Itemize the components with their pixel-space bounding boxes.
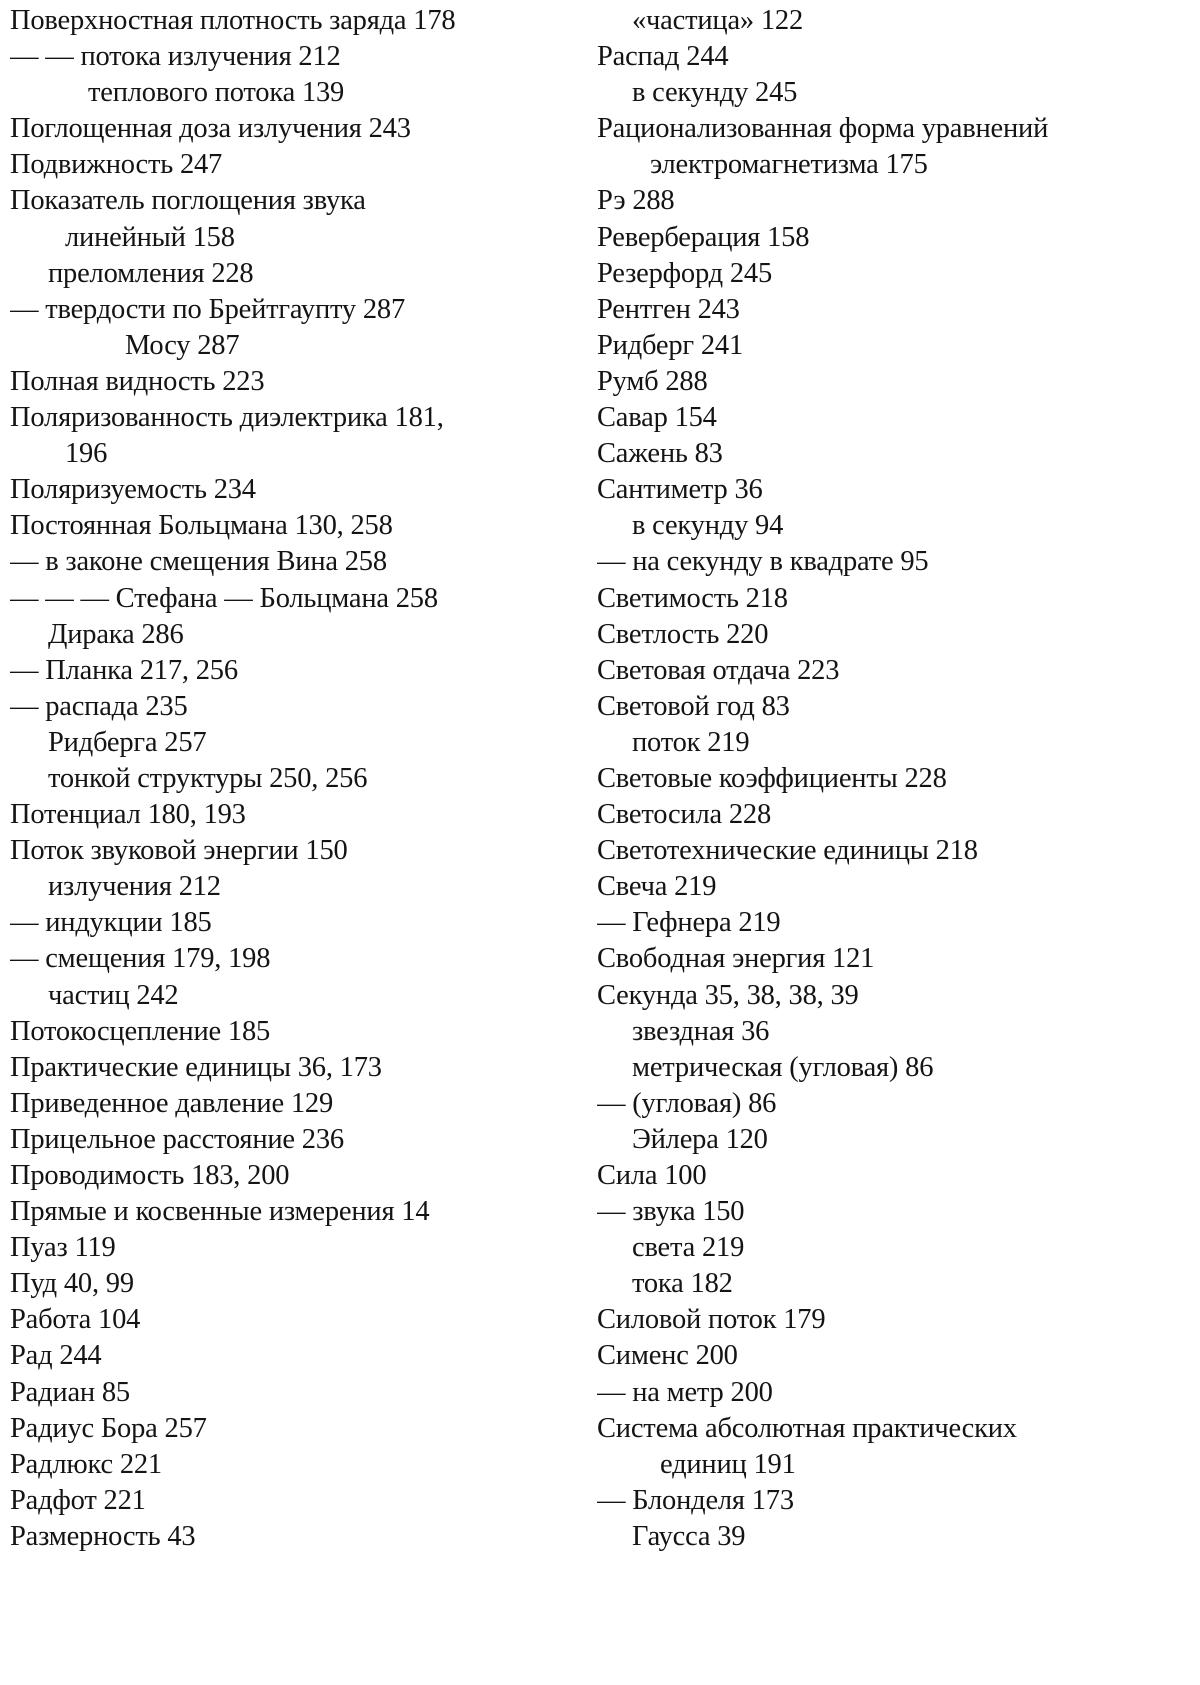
index-entry: Радиус Бора 257	[10, 1412, 207, 1444]
index-entry: — звука 150	[597, 1196, 745, 1228]
index-subentry: частиц 242	[48, 979, 179, 1011]
index-entry: — на секунду в квадрате 95	[597, 546, 929, 578]
index-entry-continuation: электромагнетизма 175	[650, 149, 928, 181]
index-entry: Поляризованность диэлектрика 181,	[10, 402, 444, 434]
index-entry: Румб 288	[597, 365, 708, 397]
index-entry: Размерность 43	[10, 1520, 196, 1552]
index-entry: Рад 244	[10, 1340, 102, 1372]
index-entry: Радиан 85	[10, 1376, 130, 1408]
index-subentry: Ридберга 257	[48, 726, 207, 758]
index-entry: — Гефнера 219	[597, 907, 781, 939]
index-entry: Приведенное давление 129	[10, 1087, 334, 1119]
index-entry: Радфот 221	[10, 1484, 146, 1516]
index-subentry: теплового потока 139	[88, 77, 345, 109]
index-entry: Сименс 200	[597, 1340, 738, 1372]
index-entry: Практические единицы 36, 173	[10, 1051, 382, 1083]
index-entry-continuation: 196	[65, 438, 108, 470]
index-entry: Свеча 219	[597, 871, 717, 903]
index-entry: Рэ 288	[597, 185, 675, 217]
index-entry: Поверхностная плотность заряда 178	[10, 5, 456, 36]
index-entry: — (угловая) 86	[597, 1087, 777, 1119]
index-subentry: Дирака 286	[48, 618, 184, 650]
index-entry: Прицельное расстояние 236	[10, 1123, 344, 1155]
index-entry: Световой год 83	[597, 690, 790, 722]
index-subentry: света 219	[632, 1232, 745, 1264]
index-entry-continuation: единиц 191	[660, 1448, 796, 1480]
index-entry: Световая отдача 223	[597, 654, 840, 686]
index-entry: Светосила 228	[597, 799, 772, 831]
index-column-right	[597, 3, 1195, 1555]
index-subentry: «частица» 122	[632, 5, 804, 36]
index-subentry: преломления 228	[48, 257, 254, 289]
index-entry: — твердости по Брейтгаупту 287	[10, 293, 406, 325]
index-entry: Сила 100	[597, 1160, 707, 1191]
index-entry: Прямые и косвенные измерения 14	[10, 1196, 430, 1228]
index-entry: Световые коэффициенты 228	[597, 762, 947, 794]
index-subentry: линейный 158	[65, 221, 235, 253]
index-subentry: метрическая (угловая) 86	[632, 1051, 934, 1083]
index-subentry: в секунду 245	[632, 77, 798, 109]
index-entry: — Блонделя 173	[597, 1484, 794, 1516]
index-entry: Секунда 35, 38, 38, 39	[597, 979, 859, 1011]
index-subentry: Мосу 287	[125, 329, 240, 361]
index-entry: Пуаз 119	[10, 1232, 116, 1264]
index-entry: Полная видность 223	[10, 365, 265, 397]
index-subentry: Эйлера 120	[632, 1123, 768, 1155]
index-entry: — Планка 217, 256	[10, 654, 238, 686]
index-entry: Свободная энергия 121	[597, 943, 875, 975]
index-entry: — смещения 179, 198	[10, 943, 271, 975]
index-entry: Потенциал 180, 193	[10, 799, 246, 831]
index-subentry: тока 182	[632, 1268, 733, 1300]
index-entry: — в законе смещения Вина 258	[10, 546, 387, 578]
index-entry: Рационализованная форма уравнений	[597, 113, 1049, 145]
index-entry: Сантиметр 36	[597, 474, 763, 506]
index-entry: Светотехнические единицы 218	[597, 835, 978, 867]
index-entry: Показатель поглощения звука	[10, 185, 366, 217]
index-entry: Резерфорд 245	[597, 257, 772, 289]
index-entry: Поляризуемость 234	[10, 474, 256, 506]
index-entry: Светимость 218	[597, 582, 788, 614]
index-entry: — — потока излучения 212	[10, 41, 341, 73]
index-entry: Распад 244	[597, 41, 729, 73]
index-entry: Поток звуковой энергии 150	[10, 835, 348, 867]
index-entry: Потокосцепление 185	[10, 1015, 271, 1047]
index-entry: — на метр 200	[597, 1376, 773, 1408]
index-entry: Реверберация 158	[597, 221, 810, 253]
index-entry: — распада 235	[10, 690, 188, 722]
index-entry: — — — Стефана — Больцмана 258	[10, 582, 438, 614]
index-entry: Работа 104	[10, 1304, 141, 1336]
index-column-left	[10, 3, 588, 1555]
index-entry: Савар 154	[597, 402, 717, 434]
index-entry: Проводимость 183, 200	[10, 1160, 290, 1191]
index-entry: Сажень 83	[597, 438, 723, 470]
index-subentry: звездная 36	[632, 1015, 770, 1047]
index-subentry: поток 219	[632, 726, 750, 758]
index-entry: Светлость 220	[597, 618, 769, 650]
index-entry: — индукции 185	[10, 907, 212, 939]
index-entry: Рентген 243	[597, 293, 740, 325]
index-subentry: Гаусса 39	[632, 1520, 746, 1552]
index-entry: Подвижность 247	[10, 149, 223, 181]
index-entry: Ридберг 241	[597, 329, 743, 361]
index-subentry: излучения 212	[48, 871, 221, 903]
index-entry: Постоянная Больцмана 130, 258	[10, 510, 393, 542]
index-entry: Поглощенная доза излучения 243	[10, 113, 411, 145]
index-entry: Пуд 40, 99	[10, 1268, 134, 1300]
index-entry: Радлюкс 221	[10, 1448, 162, 1480]
index-subentry: тонкой структуры 250, 256	[48, 762, 368, 794]
index-entry: Система абсолютная практических	[597, 1412, 1017, 1444]
index-entry: Силовой поток 179	[597, 1304, 826, 1336]
index-subentry: в секунду 94	[632, 510, 784, 542]
